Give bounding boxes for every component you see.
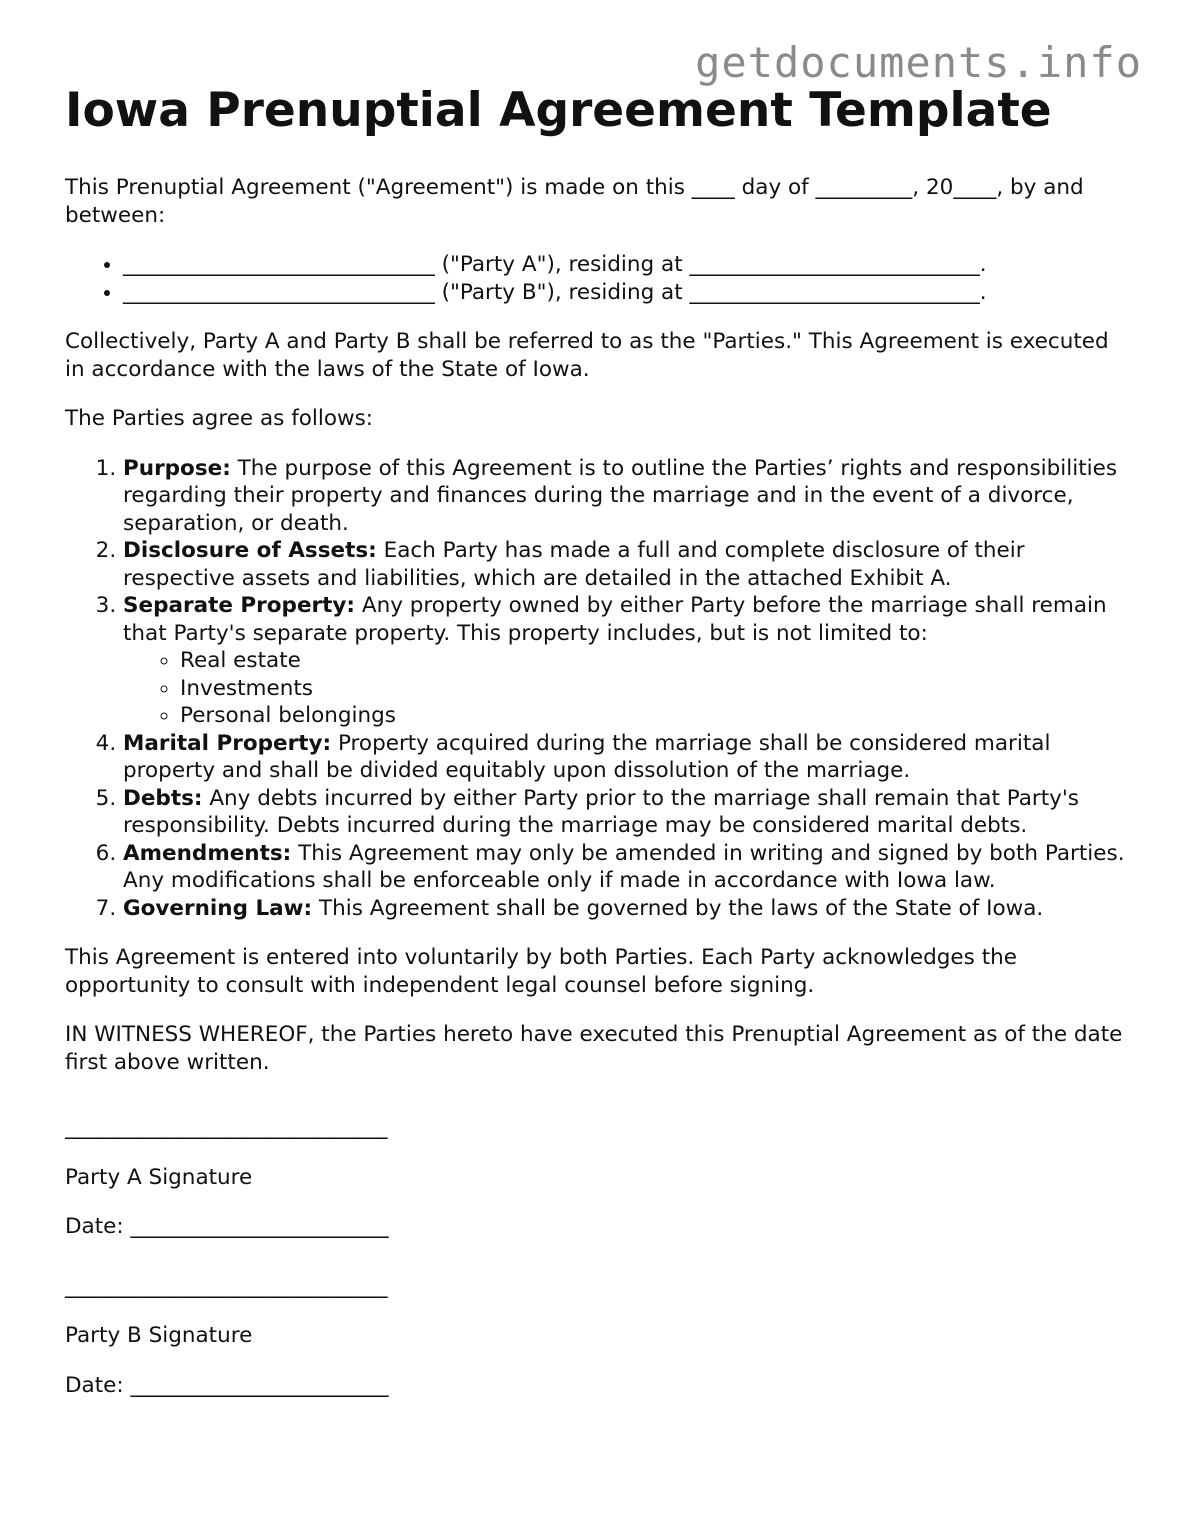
term-debts <box>123 785 1125 840</box>
term-amendments <box>123 840 1125 895</box>
party-a-signature-line: ______________________________ <box>65 1115 388 1140</box>
term-heading: Purpose: <box>123 455 231 481</box>
party-b-line: • _____________________________ ("Party B"), residing at ___________________________. <box>123 279 1125 307</box>
term-text: Each Party has made a full and complete disclosure of their respective assets and liabilities, which are detailed in the attached Exhibit A. <box>123 538 1025 591</box>
party-a-line: • _____________________________ ("Party A"), residing at ___________________________. <box>123 251 1125 279</box>
party-b-signature-line: ______________________________ <box>65 1273 388 1299</box>
term-heading: Disclosure of Assets: <box>123 538 377 563</box>
term-text: The purpose of this Agreement is to outline the Parties’ rights and responsibilities regarding their property and finances during the marriage and in the event of a divorce, separation, or death. <box>123 455 1118 536</box>
collective-paragraph: Collectively, Party A and Party B shall be referred to as the "Parties." This Agreement is executed in accordance with the laws of the State of Iowa. <box>65 329 1109 382</box>
term-heading: Debts: <box>123 785 203 811</box>
separate-property-sublist <box>123 647 1125 730</box>
party-b-date-line: Date: ________________________ <box>65 1372 389 1398</box>
term-heading: Amendments: <box>123 840 292 866</box>
term-heading: Separate Property: <box>123 593 356 618</box>
document-page <box>65 0 1125 1399</box>
intro-paragraph: This Prenuptial Agreement ("Agreement") is made on this ____ day of _________, 20____, by and between: <box>65 175 1084 228</box>
document-title: Iowa Prenuptial Agreement Template <box>65 83 1052 138</box>
term-text: Any property owned by either Party before the marriage shall remain that Party's separate property. This property includes, but is not limited to: <box>123 593 1107 646</box>
term-heading: Governing Law: <box>123 895 313 921</box>
term-separate-property <box>123 592 1125 730</box>
sub-item: ◦ Personal belongings <box>180 702 1125 730</box>
term-text: Any debts incurred by either Party prior to the marriage shall remain that Party's responsibility. Debts incurred during the marriage may be considered marital debts. <box>123 785 1079 838</box>
term-text: This Agreement shall be governed by the laws of the State of Iowa. <box>319 895 1044 921</box>
term-purpose <box>123 455 1125 538</box>
witness-paragraph: IN WITNESS WHEREOF, the Parties hereto have executed this Prenuptial Agreement as of the date first above written. <box>65 1022 1123 1075</box>
agree-intro: The Parties agree as follows: <box>65 406 374 431</box>
parties-list <box>65 251 1125 306</box>
sub-item: ◦ Investments <box>180 675 1125 703</box>
sub-item: ◦ Real estate <box>180 647 1125 675</box>
watermark: getdocuments.info <box>695 38 1142 87</box>
term-disclosure <box>123 537 1125 592</box>
party-b-signature-label: Party B Signature <box>65 1323 253 1348</box>
term-marital-property <box>123 730 1125 785</box>
term-heading: Marital Property: <box>123 730 332 756</box>
voluntary-paragraph: This Agreement is entered into voluntarily by both Parties. Each Party acknowledges the opportunity to consult with independent legal counsel before signing. <box>65 945 1017 998</box>
term-governing-law <box>123 895 1125 923</box>
term-text: Property acquired during the marriage shall be considered marital property and shall be divided equitably upon dissolution of the marriage. <box>123 730 1051 783</box>
term-text: This Agreement may only be amended in writing and signed by both Parties. Any modifications shall be enforceable only if made in accordance with Iowa law. <box>123 840 1125 893</box>
party-a-signature-label: Party A Signature <box>65 1164 253 1190</box>
terms-list <box>65 455 1125 923</box>
party-a-date-line: Date: ________________________ <box>65 1214 389 1239</box>
